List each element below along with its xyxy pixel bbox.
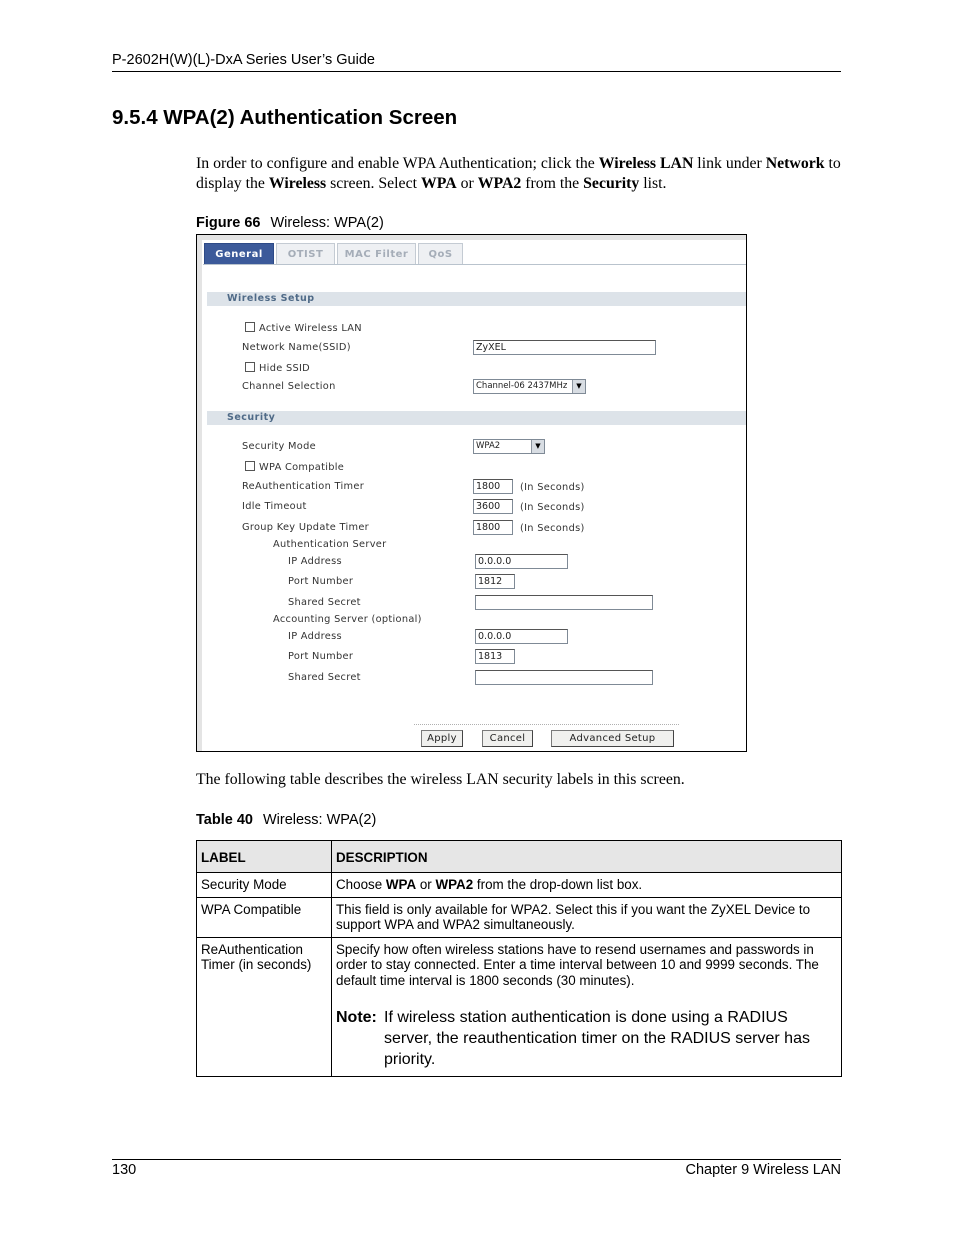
header-label: LABEL: [197, 841, 332, 873]
group-key-input[interactable]: 1800: [473, 520, 513, 535]
group-key-unit: (In Seconds): [520, 523, 585, 534]
security-mode-select[interactable]: WPA2 ▼: [473, 439, 545, 454]
note-block: [336, 1007, 837, 1072]
footer-rule: [112, 1159, 841, 1160]
hide-ssid-label: Hide SSID: [259, 363, 311, 374]
row-label: WPA Compatible: [197, 897, 332, 937]
table-caption: Table 40 Wireless: WPA(2): [196, 812, 377, 828]
idle-timeout-input[interactable]: 3600: [473, 499, 513, 514]
note-label: Note:: [336, 1009, 377, 1026]
header-description: DESCRIPTION: [332, 841, 842, 873]
auth-ip-input[interactable]: 0.0.0.0: [475, 554, 568, 569]
auth-secret-label: Shared Secret: [288, 597, 361, 608]
table-intro-text: The following table describes the wireless LAN security labels in this screen.: [196, 771, 685, 788]
row-label: Security Mode: [197, 873, 332, 898]
ssid-input[interactable]: ZyXEL: [473, 340, 656, 355]
tab-general[interactable]: General: [204, 243, 274, 264]
acct-secret-label: Shared Secret: [288, 672, 361, 683]
note-text: If wireless station authentication is done using a RADIUS server, the reauthentication timer on the RADIUS server has priority.: [384, 1009, 810, 1068]
page-number: 130: [112, 1162, 137, 1178]
button-divider: [414, 724, 679, 725]
tab-bar: [203, 241, 746, 265]
section-title: 9.5.4 WPA(2) Authentication Screen: [112, 106, 458, 129]
cancel-button[interactable]: Cancel: [482, 730, 533, 747]
acct-port-input[interactable]: 1813: [475, 649, 515, 664]
header-rule: [112, 71, 841, 72]
chevron-down-icon: ▼: [531, 440, 544, 453]
acct-server-heading: Accounting Server (optional): [273, 614, 422, 625]
group-key-label: Group Key Update Timer: [242, 522, 370, 533]
idle-unit: (In Seconds): [520, 502, 585, 513]
table-header-row: [197, 841, 842, 873]
figure-caption: Figure 66 Wireless: WPA(2): [196, 215, 384, 231]
active-wlan-label: Active Wireless LAN: [259, 323, 362, 334]
channel-label: Channel Selection: [242, 381, 336, 392]
tab-otist[interactable]: OTIST: [276, 243, 335, 264]
active-wlan-checkbox[interactable]: [245, 322, 255, 332]
table-row: [197, 897, 842, 937]
chapter-title: Chapter 9 Wireless LAN: [685, 1162, 841, 1178]
wpa-compatible-label: WPA Compatible: [259, 462, 345, 473]
intro-paragraph: In order to configure and enable WPA Authentication; click the Wireless LAN link under Network to display the Wireless screen. Select WPA or WPA2 from the Security list.: [196, 155, 841, 192]
acct-secret-input[interactable]: [475, 670, 653, 685]
chevron-down-icon: ▼: [572, 380, 585, 393]
hide-ssid-checkbox[interactable]: [245, 362, 255, 372]
ssid-label: Network Name(SSID): [242, 342, 351, 353]
apply-button[interactable]: Apply: [421, 730, 463, 747]
row-description-text: Specify how often wireless stations have to resend usernames and passwords in order to stay connected. Enter a time interval between 10 and 9999 seconds. The default time interval is 1800 seconds (30 minutes).: [336, 941, 819, 988]
security-mode-label: Security Mode: [242, 441, 316, 452]
tab-mac-filter[interactable]: MAC Filter: [337, 243, 416, 264]
idle-timeout-label: Idle Timeout: [242, 501, 307, 512]
acct-ip-input[interactable]: 0.0.0.0: [475, 629, 568, 644]
reauth-unit: (In Seconds): [520, 482, 585, 493]
wpa-compatible-checkbox[interactable]: [245, 461, 255, 471]
page-header: P-2602H(W)(L)-DxA Series User’s Guide: [112, 52, 375, 68]
row-description: This field is only available for WPA2. Select this if you want the ZyXEL Device to support WPA and WPA2 simultaneously.: [332, 897, 842, 937]
row-label: ReAuthentication Timer (in seconds): [197, 937, 332, 1077]
reauth-timer-input[interactable]: 1800: [473, 479, 513, 494]
advanced-setup-button[interactable]: Advanced Setup: [551, 730, 674, 747]
tab-qos[interactable]: QoS: [418, 243, 463, 264]
auth-port-input[interactable]: 1812: [475, 574, 515, 589]
auth-ip-label: IP Address: [288, 556, 342, 567]
auth-server-heading: Authentication Server: [273, 539, 387, 550]
table-row: [197, 937, 842, 1077]
wireless-setup-band: Wireless Setup: [207, 292, 746, 306]
security-band: Security: [207, 411, 746, 425]
acct-port-label: Port Number: [288, 651, 354, 662]
row-description: Choose WPA or WPA2 from the drop-down list box.: [332, 873, 842, 898]
channel-select[interactable]: Channel-06 2437MHz ▼: [473, 379, 586, 394]
auth-port-label: Port Number: [288, 576, 354, 587]
description-table: [196, 840, 842, 1077]
table-row: [197, 873, 842, 898]
auth-secret-input[interactable]: [475, 595, 653, 610]
row-description: [332, 937, 842, 1077]
wireless-screen-figure: [196, 234, 747, 752]
reauth-timer-label: ReAuthentication Timer: [242, 481, 365, 492]
acct-ip-label: IP Address: [288, 631, 342, 642]
